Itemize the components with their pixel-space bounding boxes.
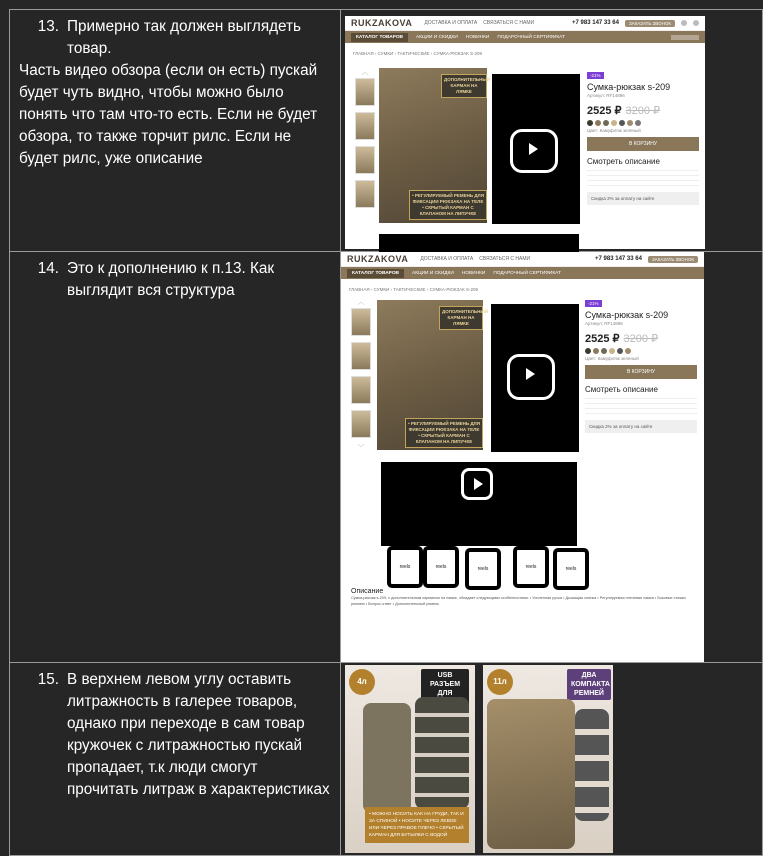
phone-number[interactable]: +7 983 147 33 64 [572,20,619,26]
thumbnail-rail [355,68,375,214]
reels-item[interactable]: reels [553,548,589,590]
telegram-icon[interactable] [693,20,699,26]
row-13-text-cell [10,10,341,252]
image-banner-top: ДОПОЛНИТЕЛЬНЫЙ КАРМАН НА ЛЯМКЕ [441,74,487,98]
item-note: Часть видео обзора (если он есть) пускай будет чуть видно, чтобы можно было понять что там что-то есть. Если не будет обзора, то также торчит рилс. Если не будет рилс, уже описание [19,62,318,167]
thumbnail[interactable] [351,308,371,336]
thumbnail-rail [351,298,371,454]
description-text: Сумка-рюкзак s-209, с дополнительным карманом на лямке, обладает следующими особенностями: • Усиленная ручка • Дышащая спинка • Регулируемая плечевая лямка • Боковые стяжки ремнем • Вопрос-ответ • Дополнительный ремень [351,596,686,606]
discount-badge: -21% [585,300,602,307]
top-bar [341,252,704,267]
play-icon[interactable] [461,468,493,500]
item-number: 14. [37,260,59,277]
swatch[interactable] [611,120,617,126]
full-structure-screenshot [341,252,762,662]
item-title: Примерно так должен выглядеть товар. [67,18,302,57]
nav-new[interactable]: НОВИНКИ [461,270,486,276]
product-title: Сумка-рюкзак s-209 [587,82,671,92]
nav-gift[interactable]: ПОДАРОЧНЫЙ СЕРТИФИКАТ [497,34,565,40]
thumbnail[interactable] [355,180,375,208]
call-button[interactable]: ЗАКАЗАТЬ ЗВОНОК [648,256,698,263]
main-product-image[interactable] [377,300,489,450]
nav-sales[interactable]: АКЦИИ И СКИДКИ [416,34,458,40]
row-15-image-cell [341,663,763,856]
promo-bar[interactable]: Скидка 2% за оплату на сайте [587,192,699,205]
product-price [587,104,699,117]
top-link-contact[interactable]: СВЯЗАТЬСЯ С НАМИ [483,20,535,26]
top-bar [345,16,705,31]
video-review[interactable] [491,304,579,452]
reels-item[interactable]: reels [465,548,501,590]
catalog-button[interactable]: КАТАЛОГ ТОВАРОВ [351,33,408,42]
image-banner-top: ДОПОЛНИТЕЛЬНЫЙ КАРМАН НА ЛЯМКЕ [439,306,483,330]
item-number: 15. [37,671,59,688]
swatch[interactable] [593,348,599,354]
card-features: • МОЖНО НОСИТЬ КАК НА ГРУДИ, ТАК И ЗА СПИНОЙ • НОСИТЕ ЧЕРЕЗ ЛЕВОЕ ИЛИ ЧЕРЕЗ ПРАВОЕ ПЛЕЧО • СКРЫТЫЙ КАРМАН ДЛЯ БУТЫЛКИ С ВОДОЙ [365,807,469,843]
catalog-button[interactable]: КАТАЛОГ ТОВАРОВ [347,269,404,278]
thumbnail[interactable] [355,78,375,106]
description-section [351,588,691,607]
call-button[interactable]: ЗАКАЗАТЬ ЗВОНОК [625,20,675,27]
product-info [585,300,697,433]
bag-variants [575,709,609,821]
item-title: Это к дополнению к п.13. Как выглядит вся структура [67,260,275,299]
bag-variants [415,697,469,809]
volume-badge: 4л [349,669,375,695]
product-card[interactable] [345,665,475,853]
product-page-screenshot [341,10,762,251]
main-nav [345,31,705,43]
swatch[interactable] [627,120,633,126]
product-card[interactable] [483,665,613,853]
row-15-text-cell [10,663,341,856]
reels-item[interactable]: reels [513,546,549,588]
swatch[interactable] [601,348,607,354]
nav-new[interactable]: НОВИНКИ [465,34,490,40]
thumbnail[interactable] [351,342,371,370]
swatch[interactable] [587,120,593,126]
view-description-link[interactable]: Смотреть описание [587,157,660,166]
view-description-link[interactable]: Смотреть описание [585,385,658,394]
swatch[interactable] [617,348,623,354]
thumbnail[interactable] [351,410,371,438]
swatch[interactable] [625,348,631,354]
main-nav [341,267,704,279]
swatch[interactable] [603,120,609,126]
phone-number[interactable]: +7 983 147 33 64 [595,256,642,262]
site-logo[interactable]: RUKZAKOVA [347,254,409,264]
swatch[interactable] [619,120,625,126]
row-14-image-cell [341,252,763,663]
site-frame [345,16,705,249]
product-info [587,72,699,205]
product-price [585,332,697,345]
spec-table [9,9,763,856]
gallery-cards-screenshot [341,663,762,855]
product-title: Сумка-рюкзак s-209 [585,310,669,320]
nav-gift[interactable]: ПОДАРОЧНЫЙ СЕРТИФИКАТ [493,270,561,276]
image-banner-bottom: • РЕГУЛИРУЕМЫЙ РЕМЕНЬ ДЛЯ ФИКСАЦИИ РЮКЗАКА НА ТЕЛЕ • СКРЫТЫЙ КАРМАН С КЛАПАНОМ НА ЛИПУЧКЕ [409,190,487,220]
card-banner: USB РАЗЪЕМ ДЛЯ [421,669,469,709]
main-product-image[interactable] [379,68,491,223]
chevron-down-icon[interactable]: ﹀ [357,445,365,452]
reels-item[interactable]: reels [423,546,459,588]
row-14-text-cell [10,252,341,663]
add-to-cart-button[interactable]: В КОРЗИНУ [585,365,697,379]
top-link-contact[interactable]: СВЯЗАТЬСЯ С НАМИ [479,256,531,262]
nav-sales[interactable]: АКЦИИ И СКИДКИ [412,270,454,276]
price-old: 3200 ₽ [625,105,661,117]
play-icon[interactable] [507,354,555,400]
breadcrumb[interactable]: ГЛАВНАЯ › СУМКИ › ТАКТИЧЕСКИЕ › СУМКА-РЮКЗАК S-209 [353,51,483,56]
model-figure [487,699,575,849]
search-icon[interactable] [671,35,699,40]
color-swatches [585,348,697,356]
thumbnail[interactable] [351,376,371,404]
card-banner: ДВА КОМПАКТА РЕМНЕЙ [567,669,611,700]
swatch[interactable] [585,348,591,354]
image-banner-bottom: • РЕГУЛИРУЕМЫЙ РЕМЕНЬ ДЛЯ ФИКСАЦИИ РЮКЗАКА НА ТЕЛЕ • СКРЫТЫЙ КАРМАН С КЛАПАНОМ НА ЛИПУЧКЕ [405,418,483,448]
model-figure [363,703,411,813]
thumbnail[interactable] [355,146,375,174]
swatch[interactable] [635,120,641,126]
discount-badge: -21% [587,72,604,79]
row-13-image-cell [341,10,763,252]
reels-item[interactable]: reels [387,546,423,588]
chevron-up-icon[interactable]: ︿ [361,69,369,76]
site-logo[interactable]: RUKZAKOVA [351,18,413,28]
color-swatches [587,120,699,128]
product-article: Артикул: RF14896 [587,93,625,98]
thumbnail[interactable] [355,112,375,140]
description-heading: Описание [351,588,384,595]
item-title: В верхнем левом углу оставить литражность в галерее товаров, однако при переходе в сам товар кружочек с литражностью пускай пропадает, т.к люди смогут прочитать литраж в характеристиках [67,671,330,798]
color-label: Цвет: Камуфляж зеленый [585,356,639,361]
add-to-cart-button[interactable]: В КОРЗИНУ [587,137,699,151]
video-review-expanded[interactable] [381,462,577,546]
item-number: 13. [37,18,59,35]
product-article: Артикул: RF14896 [585,321,623,326]
top-link-delivery[interactable]: ДОСТАВКА И ОПЛАТА [424,20,478,26]
top-link-delivery[interactable]: ДОСТАВКА И ОПЛАТА [420,256,474,262]
price-current: 2525 ₽ [587,105,622,117]
whatsapp-icon[interactable] [681,20,687,26]
price-old: 3200 ₽ [623,333,659,345]
play-icon[interactable] [510,129,558,173]
video-review[interactable] [492,74,580,224]
breadcrumb[interactable]: ГЛАВНАЯ › СУМКИ › ТАКТИЧЕСКИЕ › СУМКА-РЮКЗАК S-209 [349,287,479,292]
chevron-up-icon[interactable]: ︿ [357,299,365,306]
site-frame [341,252,704,662]
price-current: 2525 ₽ [585,333,620,345]
color-label: Цвет: Камуфляж зеленый [587,128,641,133]
volume-badge: 11л [487,669,513,695]
reels-strip[interactable] [379,234,579,254]
swatch[interactable] [609,348,615,354]
promo-bar[interactable]: Скидка 2% за оплату на сайте [585,420,697,433]
swatch[interactable] [595,120,601,126]
